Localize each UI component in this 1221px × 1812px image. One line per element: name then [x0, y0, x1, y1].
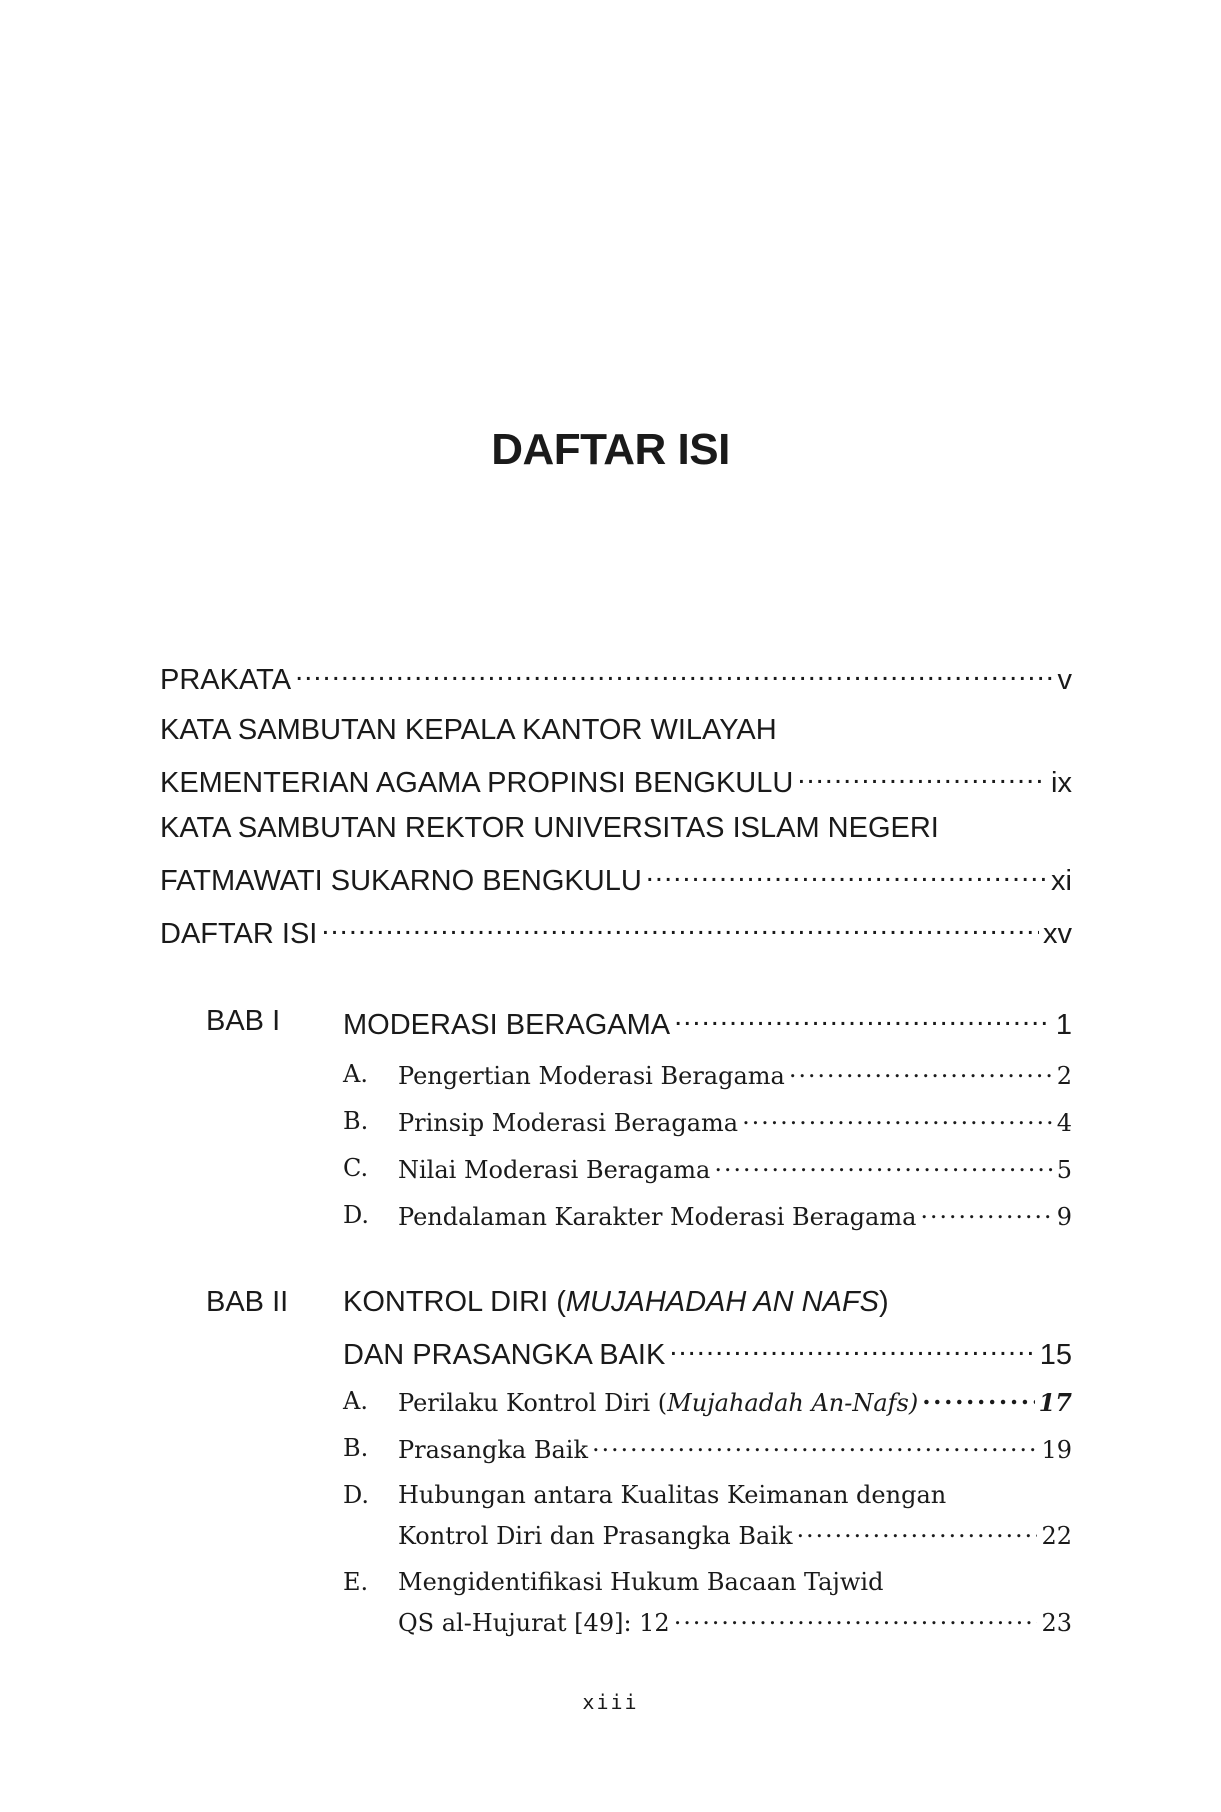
toc-item[interactable] — [398, 1107, 1072, 1137]
leader-dots — [669, 1335, 1035, 1364]
toc-page-number: 22 — [1041, 1522, 1072, 1550]
toc-entry-text: Prinsip Moderasi Beragama — [398, 1109, 739, 1137]
toc-page-number: 15 — [1039, 1339, 1072, 1371]
item-letter: B. — [343, 1107, 369, 1135]
toc-page-number: 1 — [1055, 1009, 1072, 1041]
item-letter: E. — [343, 1568, 369, 1596]
leader-dots — [922, 1387, 1034, 1411]
leader-dots — [920, 1201, 1052, 1225]
item-letter: B. — [343, 1434, 369, 1462]
toc-page-number: 9 — [1056, 1203, 1072, 1231]
leader-dots — [646, 861, 1047, 890]
toc-page-number: ix — [1051, 767, 1072, 799]
toc-entry-text: MODERASI BERAGAMA — [343, 1009, 671, 1041]
chapter-label: BAB I — [206, 1005, 281, 1037]
toc-entry-text-plain: Perilaku Kontrol Diri ( — [398, 1389, 668, 1417]
leader-dots — [789, 1060, 1053, 1084]
toc-entry-line: KATA SAMBUTAN KEPALA KANTOR WILAYAH — [160, 714, 777, 746]
chapter-title-line — [343, 1286, 889, 1319]
toc-item-line: Mengidentifikasi Hukum Bacaan Tajwid — [398, 1568, 884, 1596]
leader-dots — [674, 1005, 1052, 1034]
page-title: DAFTAR ISI — [491, 425, 730, 474]
toc-entry-text: DAN PRASANGKA BAIK — [343, 1339, 666, 1371]
toc-entry-text: PRAKATA — [160, 664, 292, 696]
toc-item[interactable] — [398, 1201, 1072, 1231]
toc-item[interactable] — [398, 1434, 1072, 1464]
toc-page-number: xi — [1051, 865, 1072, 897]
toc-page-number: 17 — [1038, 1388, 1072, 1417]
toc-page-number: v — [1057, 664, 1072, 696]
chapter-label: BAB II — [206, 1286, 289, 1318]
toc-entry-text: DAFTAR ISI — [160, 918, 318, 950]
leader-dots — [797, 763, 1047, 792]
leader-dots — [674, 1607, 1038, 1631]
toc-entry-text — [398, 1389, 918, 1417]
item-letter: C. — [343, 1154, 369, 1182]
leader-dots — [295, 660, 1053, 689]
toc-entry-text: KEMENTERIAN AGAMA PROPINSI BENGKULU — [160, 767, 794, 799]
toc-chapter-kontrol-diri[interactable] — [343, 1335, 1072, 1372]
page-number: xiii — [582, 1690, 639, 1714]
toc-item[interactable] — [398, 1387, 1072, 1417]
leader-dots — [742, 1107, 1053, 1131]
toc-page-number: 4 — [1056, 1109, 1072, 1137]
toc-page-number: 2 — [1056, 1062, 1072, 1090]
toc-entry-text: Pendalaman Karakter Moderasi Beragama — [398, 1203, 917, 1231]
toc-entry-kata-sambutan-rektor[interactable] — [160, 861, 1072, 898]
item-letter: D. — [343, 1201, 370, 1229]
item-letter: D. — [343, 1481, 370, 1509]
leader-dots — [321, 914, 1039, 943]
toc-entry-prakata[interactable] — [160, 660, 1072, 697]
toc-entry-text: Prasangka Baik — [398, 1436, 589, 1464]
leader-dots — [797, 1520, 1038, 1544]
toc-chapter-moderasi-beragama[interactable] — [343, 1005, 1072, 1042]
toc-page-number: 5 — [1056, 1156, 1072, 1184]
toc-entry-kata-sambutan-kanwil[interactable] — [160, 763, 1072, 800]
toc-item[interactable] — [398, 1060, 1072, 1090]
toc-entry-text: FATMAWATI SUKARNO BENGKULU — [160, 865, 642, 897]
toc-entry-text-italic: Mujahadah An-Nafs) — [667, 1389, 919, 1417]
item-letter: A. — [343, 1060, 368, 1088]
leader-dots — [714, 1154, 1052, 1178]
toc-entry-text: QS al-Hujurat [49]: 12 — [398, 1609, 670, 1637]
toc-page-number: 19 — [1041, 1436, 1072, 1464]
chapter-title-italic: MUJAHADAH AN NAFS — [565, 1286, 880, 1318]
leader-dots — [592, 1434, 1037, 1458]
toc-entry-text: Nilai Moderasi Beragama — [398, 1156, 711, 1184]
toc-entry-text: Kontrol Diri dan Prasangka Baik — [398, 1522, 793, 1550]
toc-item[interactable] — [398, 1154, 1072, 1184]
toc-entry-text: Pengertian Moderasi Beragama — [398, 1062, 785, 1090]
toc-entry-line: KATA SAMBUTAN REKTOR UNIVERSITAS ISLAM NEGERI — [160, 812, 939, 844]
toc-page-number: 23 — [1041, 1609, 1072, 1637]
toc-item[interactable] — [398, 1520, 1072, 1550]
toc-entry-daftar-isi[interactable] — [160, 914, 1072, 951]
toc-page-number: xv — [1043, 918, 1072, 950]
chapter-title-text: KONTROL DIRI ( — [343, 1286, 566, 1318]
chapter-title-text: ) — [879, 1286, 889, 1318]
toc-item[interactable] — [398, 1607, 1072, 1637]
toc-item-line: Hubungan antara Kualitas Keimanan dengan — [398, 1481, 947, 1509]
item-letter: A. — [343, 1387, 368, 1415]
